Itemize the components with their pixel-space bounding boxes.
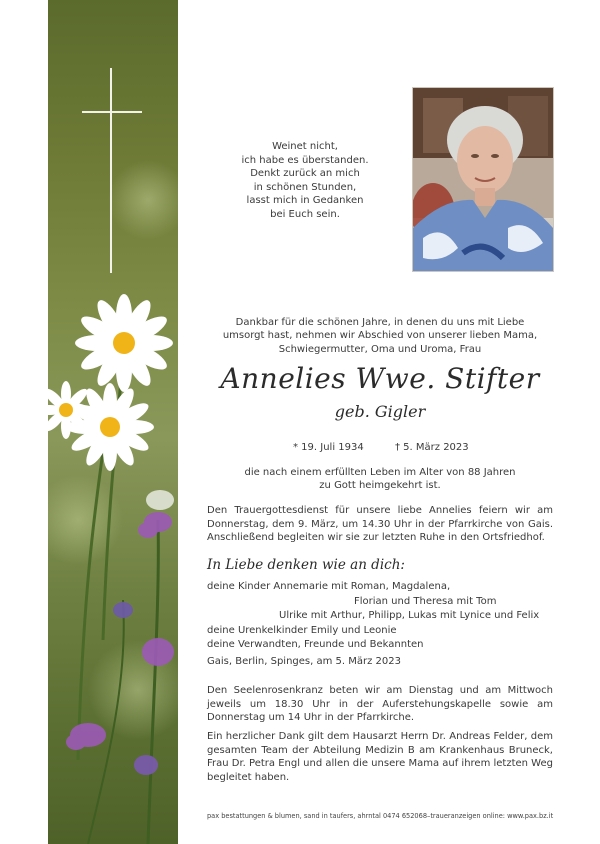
intro-text [200,316,560,356]
footer-credit: pax bestattungen & blumen, sand in taufers, ahrntal 0474 652068–traueranzeigen online: www.pax.bz.it [207,812,554,820]
cross-icon [82,68,142,273]
after-death-text [200,466,560,493]
poem-line: Denkt zurück an mich [250,168,360,180]
mourners-line: deine Kinder Annemarie mit Roman, Magdalena, [207,581,451,592]
mourners-line: deine Verwandten, Freunde und Bekannten [207,639,424,651]
after-line: die nach einem erfüllten Leben im Alter von 88 Jahren [244,467,516,478]
deceased-name: Annelies Wwe. Stifter [220,362,540,395]
mourners-line: Ulrike mit Arthur, Philipp, Lukas mit Lynice und Felix [279,610,540,622]
after-line: zu Gott heimgekehrt ist. [319,480,441,492]
birth-date: * 19. Juli 1934 [293,442,364,453]
poem [225,140,385,222]
mourners-line: Florian und Theresa mit Tom [354,595,497,607]
poem-line: lasst mich in Gedanken [246,195,364,207]
in-love-heading: In Liebe denken wie an dich: [207,557,405,573]
intro-line: Dankbar für die schönen Jahre, in denen du uns mit Liebe [235,317,525,328]
poem-line: ich habe es überstanden. [241,154,369,166]
intro-line: umsorgt hast, nehmen wir Abschied von unserer lieben Mama, [222,330,538,342]
poem-line: Weinet nicht, [272,141,338,152]
death-date: † 5. März 2023 [395,442,469,453]
poem-line: in schönen Stunden, [253,181,357,193]
funeral-service-text: Den Trauergottesdienst für unsere liebe Annelies feiern wir am Donnerstag, dem 9. März, um 14.30 Uhr in der Pfarrkirche von Gais. Anschließend begleiten wir sie zur letzten Ruhe in den Ortsfriedhof. [207,505,553,544]
rosary-text: Den Seelenrosenkranz beten wir am Dienstag und am Mittwoch jeweils um 18.30 Uhr in der Auferstehungskapelle sowie am Donnerstag um 14 Uhr in der Pfarrkirche. [207,685,553,724]
maiden-name: geb. Gigler [334,402,426,421]
portrait-photo [412,87,554,272]
mourners-list [207,580,557,653]
poem-line: bei Euch sein. [270,208,340,220]
mourners-line: deine Urenkelkinder Emily und Leonie [207,624,397,636]
portrait-illustration [413,88,553,271]
intro-line: Schwiegermutter, Oma und Uroma, Frau [278,343,482,355]
thanks-text: Ein herzlicher Dank gilt dem Hausarzt Herrn Dr. Andreas Felder, dem gesamten Team der Abteilung Medizin B am Krankenhaus Bruneck, Frau Dr. Petra Engl und allen die unsere Mama auf ihrem letzten Weg begleitet haben. [207,731,553,783]
place-date: Gais, Berlin, Spinges, am 5. März 2023 [207,656,401,667]
